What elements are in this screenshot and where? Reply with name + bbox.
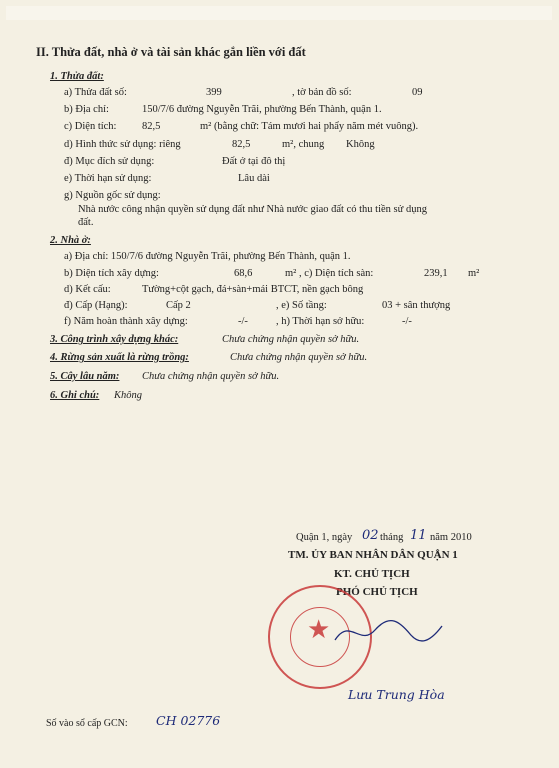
perennial-heading: 5. Cây lâu năm: <box>50 371 120 382</box>
star-icon: ★ <box>307 615 331 644</box>
land-address: 150/7/6 đường Nguyễn Trãi, phường Bến Thành, quận 1. <box>142 104 382 115</box>
other-construction-heading: 3. Công trình xây dựng khác: <box>50 334 179 345</box>
floors-label: , e) Số tầng: <box>276 300 327 311</box>
structure-value: Tường+cột gạch, đá+sàn+mái BTCT, nền gạch bông <box>142 284 364 295</box>
house-address: a) Địa chỉ: 150/7/6 đường Nguyễn Trãi, phường Bến Thành, quận 1. <box>64 251 351 262</box>
signature-scribble <box>330 612 450 652</box>
role-chairman: KT. CHỦ TỊCH <box>334 568 410 580</box>
origin-line-2: đất. <box>78 217 94 228</box>
section-title: II. Thửa đất, nhà ở và tài sản khác gắn liền với đất <box>36 45 306 59</box>
date-prefix: Quận 1, ngày <box>296 532 353 543</box>
registry-number: CH 02776 <box>156 713 221 728</box>
purpose-value: Đất ở tại đô thị <box>222 156 286 167</box>
page-edge <box>6 6 552 20</box>
signer-name: Lưu Trung Hòa <box>348 687 445 702</box>
map-number: 09 <box>412 87 423 98</box>
land-address-label: b) Địa chỉ: <box>64 104 109 115</box>
date-year: năm 2010 <box>430 532 472 543</box>
floor-area-unit: m² <box>468 268 480 279</box>
term-value: Lâu dài <box>238 173 270 184</box>
purpose-label: đ) Mục đích sử dụng: <box>64 156 155 167</box>
grade-label: đ) Cấp (Hạng): <box>64 300 128 311</box>
use-form-label: d) Hình thức sử dụng: riêng <box>64 139 181 150</box>
ownership-label: , h) Thời hạn sở hữu: <box>276 316 365 327</box>
registry-label: Số vào sổ cấp GCN: <box>46 718 128 729</box>
area-unit: m² (bằng chữ: Tám mươi hai phẩy năm mét vuông). <box>200 121 419 132</box>
build-area-label: b) Diện tích xây dựng: <box>64 268 159 279</box>
grade-value: Cấp 2 <box>166 300 191 311</box>
floor-area-value: 239,1 <box>424 268 448 279</box>
build-area-value: 68,6 <box>234 268 253 279</box>
map-label: , tờ bản đồ số: <box>292 87 352 98</box>
origin-label: g) Nguồn gốc sử dụng: <box>64 190 161 201</box>
forest-heading: 4. Rừng sản xuất là rừng trồng: <box>50 352 189 363</box>
use-shared: Không <box>346 139 375 150</box>
floors-value: 03 + sân thượng <box>382 300 451 311</box>
year-value: -/- <box>238 316 248 327</box>
area-value: 82,5 <box>142 121 161 132</box>
notes-heading: 6. Ghi chú: <box>50 390 100 401</box>
parcel-number: 399 <box>206 87 222 98</box>
house-heading: 2. Nhà ở: <box>50 235 91 246</box>
date-month: 11 <box>410 528 427 543</box>
parcel-label: a) Thửa đất số: <box>64 87 127 98</box>
date-month-label: tháng <box>380 532 404 543</box>
date-day: 02 <box>362 528 379 543</box>
origin-line-1: Nhà nước công nhận quyền sử dụng đất như Nhà nước giao đất có thu tiền sử dụng <box>78 204 427 215</box>
structure-label: d) Kết cấu: <box>64 284 111 295</box>
area-label: c) Diện tích: <box>64 121 117 132</box>
use-private: 82,5 <box>232 139 251 150</box>
ownership-value: -/- <box>402 316 412 327</box>
perennial-note: Chưa chứng nhận quyền sở hữu. <box>142 371 280 382</box>
term-label: e) Thời hạn sử dụng: <box>64 173 152 184</box>
forest-note: Chưa chứng nhận quyền sở hữu. <box>230 352 368 363</box>
role-vice-chairman: PHÓ CHỦ TỊCH <box>336 586 418 598</box>
notes-value: Không <box>114 390 143 401</box>
other-construction-note: Chưa chứng nhận quyền sở hữu. <box>222 334 360 345</box>
issuing-org: TM. ỦY BAN NHÂN DÂN QUẬN 1 <box>288 549 458 561</box>
year-label: f) Năm hoàn thành xây dựng: <box>64 316 188 327</box>
use-shared-label: m², chung <box>282 139 325 150</box>
floor-area-label: m² , c) Diện tích sàn: <box>285 268 374 279</box>
land-heading: 1. Thửa đất: <box>50 71 104 82</box>
